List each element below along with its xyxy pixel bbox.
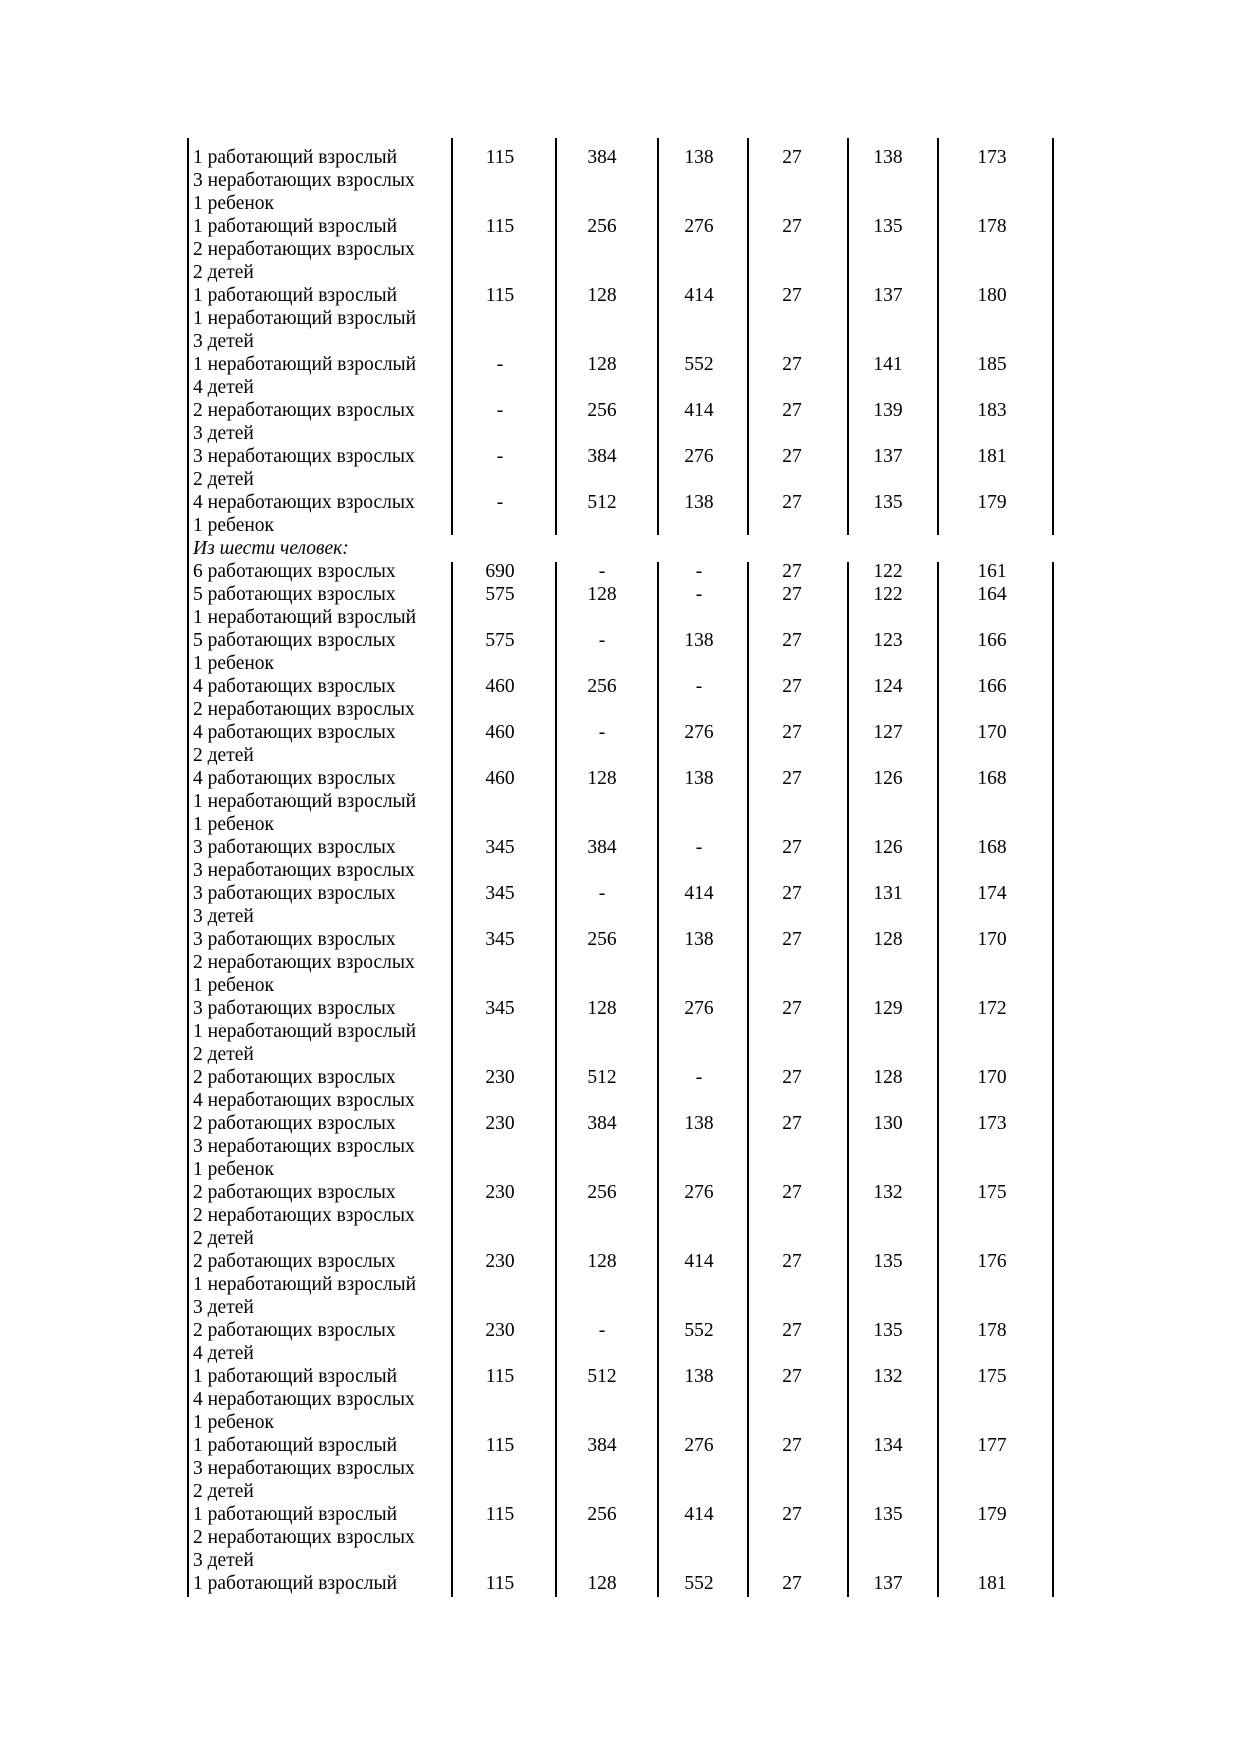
- value-col-5: 135: [873, 216, 903, 237]
- composition-line: 6 работающих взрослых: [193, 561, 396, 582]
- composition-line: 1 работающий взрослый: [193, 1573, 398, 1594]
- composition-line: 1 ребенок: [193, 1412, 275, 1433]
- composition-line: 2 неработающих взрослых: [193, 699, 415, 720]
- value-col-5: 128: [873, 929, 903, 950]
- value-col-6: 161: [977, 561, 1007, 582]
- value-col-3: 414: [684, 1251, 714, 1272]
- composition-line: 1 работающий взрослый: [193, 1366, 398, 1387]
- composition-line: 3 детей: [193, 906, 254, 927]
- value-col-2: 512: [587, 1067, 617, 1088]
- value-col-2: 256: [587, 216, 617, 237]
- section-header: Из шести человек:: [193, 538, 349, 559]
- value-col-6: 178: [977, 216, 1007, 237]
- value-col-1: 230: [485, 1067, 515, 1088]
- household-composition: [193, 997, 416, 1066]
- composition-line: 2 детей: [193, 745, 254, 766]
- value-col-5: 138: [873, 147, 903, 168]
- value-col-2: 128: [587, 354, 617, 375]
- column-rule: [657, 138, 659, 535]
- value-col-5: 124: [873, 676, 903, 697]
- value-col-6: 179: [977, 1504, 1007, 1525]
- value-col-4: 27: [782, 1067, 802, 1088]
- value-col-3: -: [695, 584, 703, 605]
- value-col-2: 512: [587, 1366, 617, 1387]
- value-col-4: 27: [782, 446, 802, 467]
- composition-line: 4 работающих взрослых: [193, 768, 396, 789]
- value-col-2: -: [598, 561, 606, 582]
- composition-line: 4 неработающих взрослых: [193, 492, 415, 513]
- composition-line: 4 неработающих взрослых: [193, 1389, 415, 1410]
- value-col-2: 256: [587, 1182, 617, 1203]
- composition-line: 1 работающий взрослый: [193, 147, 398, 168]
- composition-line: 3 детей: [193, 1297, 254, 1318]
- household-composition: [193, 1112, 415, 1181]
- composition-line: 3 неработающих взрослых: [193, 1458, 415, 1479]
- value-col-2: 128: [587, 285, 617, 306]
- value-col-2: 384: [587, 837, 617, 858]
- composition-line: 2 детей: [193, 1228, 254, 1249]
- value-col-5: 126: [873, 768, 903, 789]
- composition-line: 2 работающих взрослых: [193, 1251, 396, 1272]
- column-rule: [1052, 138, 1054, 535]
- value-col-2: 384: [587, 1435, 617, 1456]
- value-col-2: -: [598, 1320, 606, 1341]
- composition-line: 2 детей: [193, 469, 254, 490]
- value-col-1: 230: [485, 1182, 515, 1203]
- value-col-6: 175: [977, 1366, 1007, 1387]
- value-col-2: 128: [587, 998, 617, 1019]
- value-col-4: 27: [782, 722, 802, 743]
- column-rule: [937, 562, 939, 1597]
- value-col-3: 276: [684, 216, 714, 237]
- household-composition: [193, 928, 415, 997]
- composition-line: 4 работающих взрослых: [193, 722, 396, 743]
- household-composition: [193, 146, 415, 215]
- value-col-6: 166: [977, 676, 1007, 697]
- column-rule: [1052, 562, 1054, 1597]
- value-col-6: 168: [977, 768, 1007, 789]
- column-rule: [187, 535, 189, 1597]
- column-rule: [187, 138, 189, 535]
- value-col-1: 345: [485, 929, 515, 950]
- composition-line: 2 работающих взрослых: [193, 1067, 396, 1088]
- column-rule: [747, 562, 749, 1597]
- household-composition: [193, 1250, 416, 1319]
- composition-line: 1 неработающий взрослый: [193, 1021, 417, 1042]
- value-col-4: 27: [782, 216, 802, 237]
- composition-line: 5 работающих взрослых: [193, 630, 396, 651]
- household-composition: [193, 215, 415, 284]
- composition-line: 3 работающих взрослых: [193, 837, 396, 858]
- value-col-3: 138: [684, 630, 714, 651]
- value-col-2: 384: [587, 147, 617, 168]
- composition-line: 1 неработающий взрослый: [193, 308, 417, 329]
- value-col-1: -: [496, 446, 504, 467]
- value-col-1: 230: [485, 1113, 515, 1134]
- value-col-4: 27: [782, 676, 802, 697]
- composition-line: 2 неработающих взрослых: [193, 952, 415, 973]
- value-col-1: 345: [485, 883, 515, 904]
- value-col-3: 414: [684, 883, 714, 904]
- value-col-2: 384: [587, 446, 617, 467]
- value-col-6: 175: [977, 1182, 1007, 1203]
- composition-line: 4 детей: [193, 377, 254, 398]
- composition-line: 2 неработающих взрослых: [193, 239, 415, 260]
- value-col-2: -: [598, 722, 606, 743]
- value-col-1: 460: [485, 768, 515, 789]
- value-col-6: 170: [977, 929, 1007, 950]
- value-col-4: 27: [782, 1573, 802, 1594]
- value-col-5: 137: [873, 1573, 903, 1594]
- value-col-4: 27: [782, 400, 802, 421]
- household-composition: [193, 1572, 397, 1595]
- value-col-3: 276: [684, 998, 714, 1019]
- value-col-4: 27: [782, 929, 802, 950]
- value-col-4: 27: [782, 837, 802, 858]
- composition-line: 2 детей: [193, 262, 254, 283]
- value-col-5: 135: [873, 492, 903, 513]
- value-col-4: 27: [782, 561, 802, 582]
- value-col-3: 276: [684, 446, 714, 467]
- composition-line: 4 работающих взрослых: [193, 676, 396, 697]
- value-col-5: 141: [873, 354, 903, 375]
- value-col-2: -: [598, 883, 606, 904]
- column-rule: [555, 138, 557, 535]
- column-rule: [555, 562, 557, 1597]
- value-col-6: 185: [977, 354, 1007, 375]
- composition-line: 3 неработающих взрослых: [193, 170, 415, 191]
- value-col-1: 115: [485, 1366, 515, 1387]
- value-col-4: 27: [782, 1504, 802, 1525]
- value-col-6: 180: [977, 285, 1007, 306]
- column-rule: [451, 138, 453, 535]
- value-col-5: 135: [873, 1504, 903, 1525]
- value-col-6: 176: [977, 1251, 1007, 1272]
- household-composition: [193, 445, 415, 491]
- household-composition: [193, 721, 396, 767]
- value-col-4: 27: [782, 1113, 802, 1134]
- composition-line: 4 детей: [193, 1343, 254, 1364]
- household-composition: [193, 1434, 415, 1503]
- composition-line: 3 неработающих взрослых: [193, 446, 415, 467]
- value-col-6: 172: [977, 998, 1007, 1019]
- value-col-5: 128: [873, 1067, 903, 1088]
- value-col-2: 256: [587, 400, 617, 421]
- value-col-3: 414: [684, 400, 714, 421]
- value-col-4: 27: [782, 883, 802, 904]
- composition-line: 2 неработающих взрослых: [193, 1205, 415, 1226]
- value-col-3: 414: [684, 1504, 714, 1525]
- value-col-6: 168: [977, 837, 1007, 858]
- value-col-4: 27: [782, 1366, 802, 1387]
- value-col-1: 115: [485, 285, 515, 306]
- household-composition: [193, 583, 416, 629]
- value-col-2: 256: [587, 676, 617, 697]
- composition-line: 3 работающих взрослых: [193, 929, 396, 950]
- composition-line: 2 детей: [193, 1044, 254, 1065]
- household-composition: [193, 767, 416, 836]
- composition-line: 3 детей: [193, 423, 254, 444]
- composition-line: 2 неработающих взрослых: [193, 1527, 415, 1548]
- value-col-1: 690: [485, 561, 515, 582]
- household-composition: [193, 629, 396, 675]
- value-col-5: 123: [873, 630, 903, 651]
- value-col-5: 139: [873, 400, 903, 421]
- value-col-2: 128: [587, 768, 617, 789]
- composition-line: 1 неработающий взрослый: [193, 791, 417, 812]
- value-col-4: 27: [782, 1320, 802, 1341]
- value-col-1: 115: [485, 1573, 515, 1594]
- value-col-5: 134: [873, 1435, 903, 1456]
- value-col-6: 177: [977, 1435, 1007, 1456]
- composition-line: 3 неработающих взрослых: [193, 860, 415, 881]
- household-composition: [193, 675, 415, 721]
- value-col-5: 122: [873, 584, 903, 605]
- value-col-4: 27: [782, 998, 802, 1019]
- value-col-1: 460: [485, 722, 515, 743]
- household-composition: [193, 399, 415, 445]
- value-col-5: 122: [873, 561, 903, 582]
- household-composition: [193, 284, 416, 353]
- value-col-1: 230: [485, 1251, 515, 1272]
- value-col-1: 115: [485, 1504, 515, 1525]
- value-col-2: 128: [587, 1251, 617, 1272]
- value-col-6: 174: [977, 883, 1007, 904]
- composition-line: 2 работающих взрослых: [193, 1320, 396, 1341]
- value-col-2: 128: [587, 584, 617, 605]
- column-rule: [937, 138, 939, 535]
- value-col-2: -: [598, 630, 606, 651]
- value-col-2: 256: [587, 929, 617, 950]
- composition-line: 2 детей: [193, 1481, 254, 1502]
- value-col-2: 256: [587, 1504, 617, 1525]
- value-col-4: 27: [782, 1435, 802, 1456]
- value-col-1: -: [496, 492, 504, 513]
- household-composition: [193, 537, 349, 560]
- composition-line: 1 ребенок: [193, 515, 275, 536]
- value-col-6: 166: [977, 630, 1007, 651]
- value-col-6: 164: [977, 584, 1007, 605]
- value-col-6: 173: [977, 1113, 1007, 1134]
- value-col-1: 345: [485, 998, 515, 1019]
- value-col-4: 27: [782, 147, 802, 168]
- household-composition: [193, 1066, 415, 1112]
- value-col-6: 181: [977, 1573, 1007, 1594]
- value-col-5: 126: [873, 837, 903, 858]
- composition-line: 3 работающих взрослых: [193, 998, 396, 1019]
- value-col-2: 384: [587, 1113, 617, 1134]
- composition-line: 3 детей: [193, 1550, 254, 1571]
- value-col-5: 130: [873, 1113, 903, 1134]
- value-col-5: 132: [873, 1182, 903, 1203]
- composition-line: 3 неработающих взрослых: [193, 1136, 415, 1157]
- value-col-4: 27: [782, 584, 802, 605]
- composition-line: 1 работающий взрослый: [193, 216, 398, 237]
- household-composition: [193, 560, 396, 583]
- value-col-3: 276: [684, 1182, 714, 1203]
- value-col-3: 552: [684, 1573, 714, 1594]
- value-col-1: 115: [485, 1435, 515, 1456]
- value-col-5: 137: [873, 446, 903, 467]
- value-col-6: 179: [977, 492, 1007, 513]
- value-col-3: -: [695, 837, 703, 858]
- value-col-4: 27: [782, 630, 802, 651]
- household-composition: [193, 1181, 415, 1250]
- value-col-1: 230: [485, 1320, 515, 1341]
- value-col-3: 414: [684, 285, 714, 306]
- value-col-3: 138: [684, 1366, 714, 1387]
- composition-line: 2 неработающих взрослых: [193, 400, 415, 421]
- value-col-6: 178: [977, 1320, 1007, 1341]
- value-col-4: 27: [782, 1182, 802, 1203]
- composition-line: 1 работающий взрослый: [193, 1435, 398, 1456]
- composition-line: 1 неработающий взрослый: [193, 607, 417, 628]
- column-rule: [747, 138, 749, 535]
- household-composition: [193, 882, 396, 928]
- value-col-5: 135: [873, 1251, 903, 1272]
- composition-line: 1 неработающий взрослый: [193, 354, 417, 375]
- value-col-3: 276: [684, 1435, 714, 1456]
- composition-line: 1 ребенок: [193, 653, 275, 674]
- value-col-1: 575: [485, 584, 515, 605]
- household-composition: [193, 836, 415, 882]
- value-col-5: 129: [873, 998, 903, 1019]
- value-col-3: 552: [684, 1320, 714, 1341]
- composition-line: 2 работающих взрослых: [193, 1182, 396, 1203]
- value-col-1: 575: [485, 630, 515, 651]
- value-col-1: 460: [485, 676, 515, 697]
- household-composition: [193, 353, 416, 399]
- value-col-1: -: [496, 354, 504, 375]
- value-col-4: 27: [782, 354, 802, 375]
- value-col-3: 552: [684, 354, 714, 375]
- composition-line: 1 неработающий взрослый: [193, 1274, 417, 1295]
- value-col-2: 512: [587, 492, 617, 513]
- value-col-3: 138: [684, 147, 714, 168]
- value-col-6: 181: [977, 446, 1007, 467]
- composition-line: 1 ребенок: [193, 975, 275, 996]
- household-composition: [193, 1319, 396, 1365]
- value-col-5: 137: [873, 285, 903, 306]
- value-col-4: 27: [782, 285, 802, 306]
- value-col-3: -: [695, 676, 703, 697]
- column-rule: [847, 138, 849, 535]
- value-col-4: 27: [782, 1251, 802, 1272]
- value-col-3: 138: [684, 768, 714, 789]
- value-col-1: 115: [485, 216, 515, 237]
- composition-line: 4 неработающих взрослых: [193, 1090, 415, 1111]
- composition-line: 3 работающих взрослых: [193, 883, 396, 904]
- value-col-6: 170: [977, 722, 1007, 743]
- composition-line: 5 работающих взрослых: [193, 584, 396, 605]
- composition-line: 1 ребенок: [193, 193, 275, 214]
- value-col-5: 135: [873, 1320, 903, 1341]
- value-col-3: 276: [684, 722, 714, 743]
- value-col-3: 138: [684, 929, 714, 950]
- composition-line: 1 ребенок: [193, 1159, 275, 1180]
- value-col-5: 132: [873, 1366, 903, 1387]
- household-composition: [193, 491, 415, 537]
- value-col-4: 27: [782, 492, 802, 513]
- value-col-6: 170: [977, 1067, 1007, 1088]
- composition-line: 1 работающий взрослый: [193, 285, 398, 306]
- value-col-3: -: [695, 1067, 703, 1088]
- value-col-6: 183: [977, 400, 1007, 421]
- value-col-6: 173: [977, 147, 1007, 168]
- value-col-5: 131: [873, 883, 903, 904]
- value-col-4: 27: [782, 768, 802, 789]
- household-composition: [193, 1365, 415, 1434]
- column-rule: [451, 562, 453, 1597]
- value-col-5: 127: [873, 722, 903, 743]
- composition-line: 1 ребенок: [193, 814, 275, 835]
- value-col-2: 128: [587, 1573, 617, 1594]
- value-col-3: 138: [684, 492, 714, 513]
- composition-line: 3 детей: [193, 331, 254, 352]
- value-col-1: 115: [485, 147, 515, 168]
- household-composition: [193, 1503, 415, 1572]
- composition-line: 2 работающих взрослых: [193, 1113, 396, 1134]
- value-col-1: 345: [485, 837, 515, 858]
- value-col-1: -: [496, 400, 504, 421]
- composition-line: 1 работающий взрослый: [193, 1504, 398, 1525]
- value-col-3: 138: [684, 1113, 714, 1134]
- value-col-3: -: [695, 561, 703, 582]
